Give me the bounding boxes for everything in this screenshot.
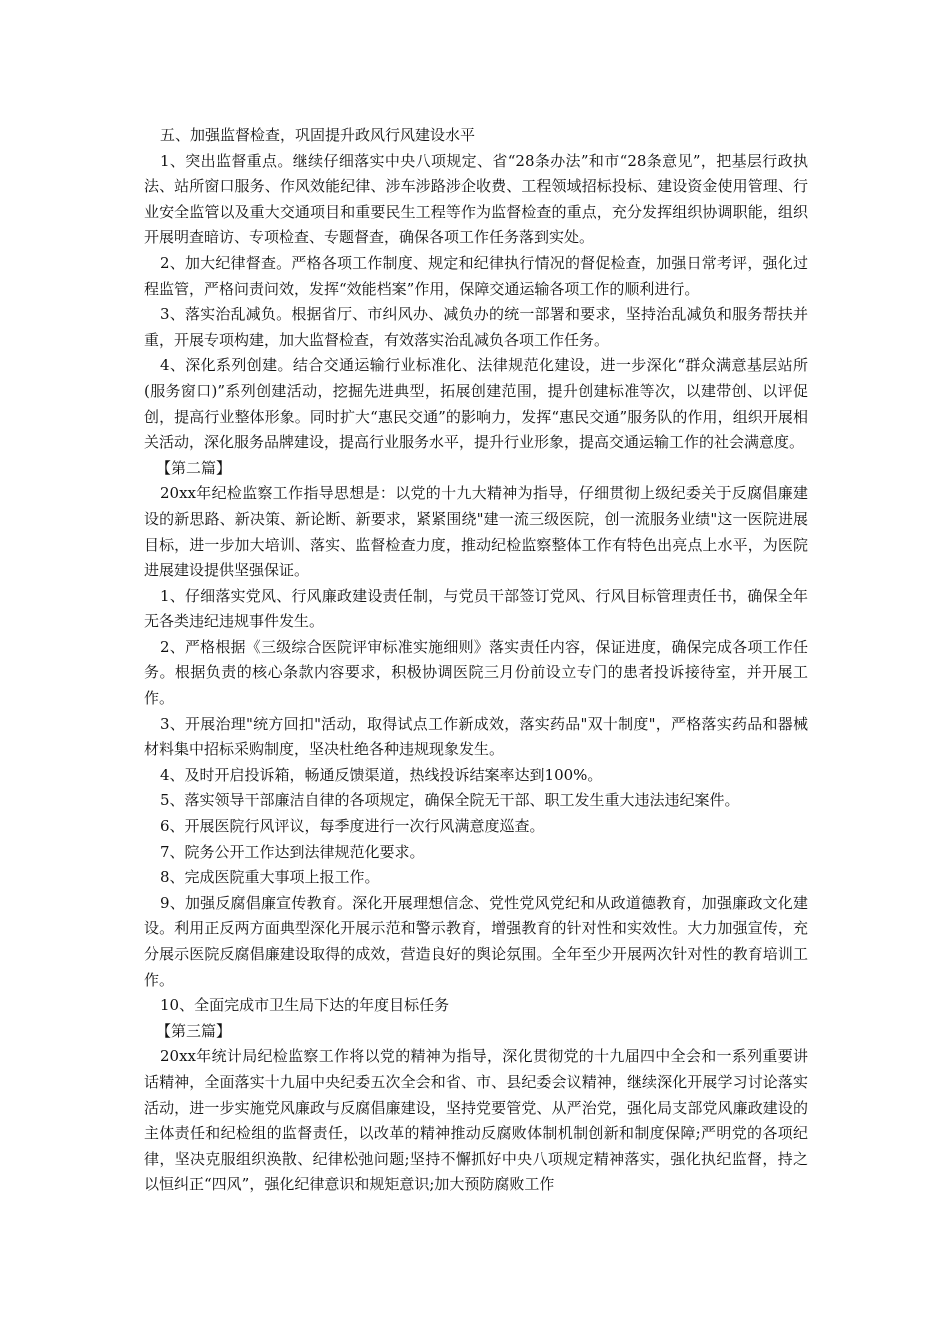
paragraph: 6、开展医院行风评议，每季度进行一次行风满意度巡查。 [160, 817, 545, 836]
section-marker-part-two: 【第二篇】 [156, 458, 232, 477]
paragraph: 2、严格根据《三级综合医院评审标准实施细则》落实责任内容，保证进度，确保完成各项工作任务。根据负责的核心条款内容要求，积极协调医院三月份前设立专门的患者投诉接待室，并开展工作。 [144, 637, 808, 708]
paragraph: 3、开展治理"统方回扣"活动，取得试点工作新成效，落实药品"双十制度"，严格落实药品和器械材料集中招标采购制度，坚决杜绝各种违规现象发生。 [144, 714, 808, 759]
paragraph: 1、突出监督重点。继续仔细落实中央八项规定、省“28条办法”和市“28条意见”，把基层行政执法、站所窗口服务、作风效能纪律、涉车涉路涉企收费、工程领域招标投标、建设资金使用管理、行业安全监管以及重大交通项目和重要民生工程等作为监督检查的重点，充分发挥组织协调职能，组织开展明查暗访、专项检查、专题督查，确保各项工作任务落到实处。 [144, 151, 808, 247]
paragraph: 20xx年统计局纪检监察工作将以党的精神为指导，深化贯彻党的十九届四中全会和一系列重要讲话精神，全面落实十九届中央纪委五次全会和省、市、县纪委会议精神，继续深化开展学习讨论落实活动，进一步实施党风廉政与反腐倡廉建设，坚持党要管党、从严治党，强化局支部党风廉政建设的主体责任和纪检组的监督责任，以改革的精神推动反腐败体制机制创新和制度保障;严明党的各项纪律，坚决克服组织涣散、纪律松弛问题;坚持不懈抓好中央八项规定精神落实，强化执纪监督，持之以恒纠正“四风”，强化纪律意识和规矩意识;加大预防腐败工作 [144, 1047, 808, 1194]
paragraph: 7、院务公开工作达到法律规范化要求。 [160, 842, 425, 861]
section-marker-part-three: 【第三篇】 [156, 1021, 232, 1040]
paragraph: 2、加大纪律督查。严格各项工作制度、规定和纪律执行情况的督促检查，加强日常考评，强化过程监管，严格问责问效，发挥“效能档案”作用，保障交通运输各项工作的顺利进行。 [144, 253, 808, 298]
paragraph: 10、全面完成市卫生局下达的年度目标任务 [160, 996, 450, 1015]
paragraph: 20xx年纪检监察工作指导思想是：以党的十九大精神为指导，仔细贯彻上级纪委关于反腐倡廉建设的新思路、新决策、新论断、新要求，紧紧围绕"建一流三级医院，创一流服务业绩"这一医院进展目标，进一步加大培训、落实、监督检查力度，推动纪检监察整体工作有特色出亮点上水平，为医院进展建设提供坚强保证。 [144, 484, 808, 580]
document-page [144, 123, 808, 1198]
section-heading: 五、加强监督检查，巩固提升政风行风建设水平 [160, 126, 476, 144]
paragraph: 4、深化系列创建。结合交通运输行业标准化、法律规范化建设，进一步深化“群众满意基层站所(服务窗口)”系列创建活动，挖掘先进典型，拓展创建范围，提升创建标准等次，以建带创、以评促创，提高行业整体形象。同时扩大“惠民交通”的影响力，发挥“惠民交通”服务队的作用，组织开展相关活动，深化服务品牌建设，提高行业服务水平，提升行业形象，提高交通运输工作的社会满意度。 [144, 356, 808, 452]
paragraph: 4、及时开启投诉箱，畅通反馈渠道，热线投诉结案率达到100%。 [160, 765, 603, 784]
paragraph: 1、仔细落实党风、行风廉政建设责任制，与党员干部签订党风、行风目标管理责任书，确保全年无各类违纪违规事件发生。 [144, 586, 808, 631]
paragraph: 9、加强反腐倡廉宣传教育。深化开展理想信念、党性党风党纪和从政道德教育，加强廉政文化建设。利用正反两方面典型深化开展示范和警示教育，增强教育的针对性和实效性。大力加强宣传，充分展示医院反腐倡廉建设取得的成效，营造良好的舆论氛围。全年至少开展两次针对性的教育培训工作。 [144, 893, 808, 989]
paragraph: 3、落实治乱减负。根据省厅、市纠风办、减负办的统一部署和要求，坚持治乱减负和服务帮扶并重，开展专项构建，加大监督检查，有效落实治乱减负各项工作任务。 [144, 305, 808, 349]
paragraph: 8、完成医院重大事项上报工作。 [160, 868, 380, 887]
paragraph: 5、落实领导干部廉洁自律的各项规定，确保全院无干部、职工发生重大违法违纪案件。 [160, 791, 740, 810]
